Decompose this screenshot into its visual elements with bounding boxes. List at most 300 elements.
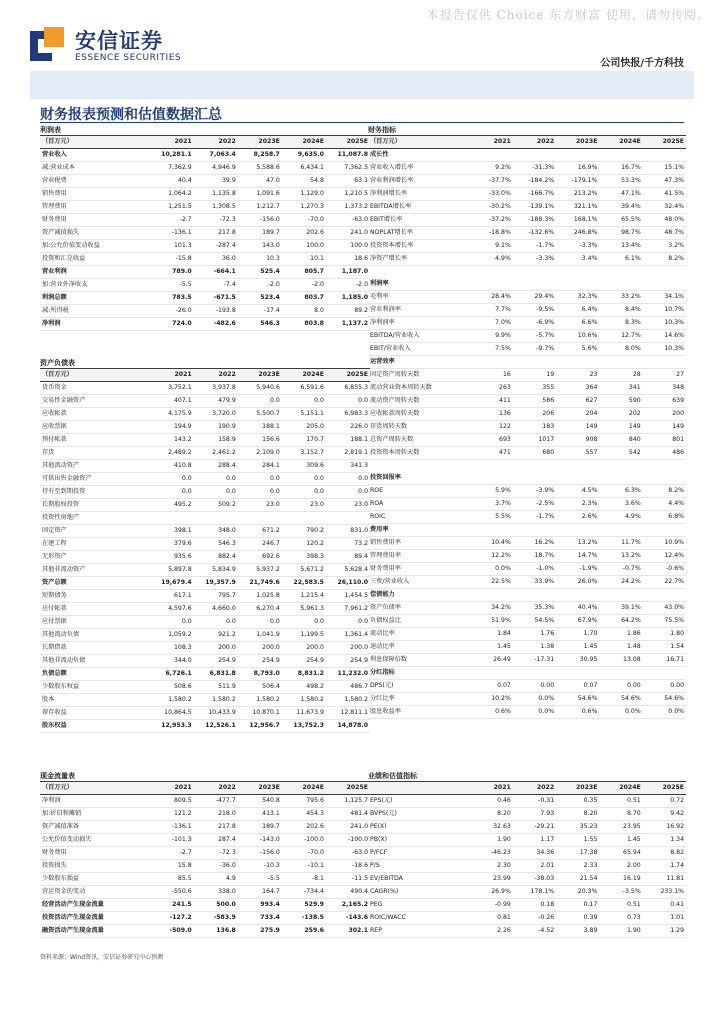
ratios-row-value <box>513 460 556 472</box>
cashflow-row-value: -477.7 <box>215 797 236 804</box>
ratios-row-value: 3.4% <box>581 255 598 262</box>
ratios-row-value: 11.7% <box>621 539 641 546</box>
balance-year-header: 2025E <box>346 371 369 378</box>
income-row-value: 11,087.8 <box>337 151 369 158</box>
ratios-row-value: 0.07 <box>583 682 598 689</box>
balance-row-label: 长期借款 <box>42 644 67 651</box>
income-row-label: 加:营业外净收支 <box>42 281 88 288</box>
ratios-row-value: -1.7% <box>536 242 555 249</box>
ratios-row-value: 54.6% <box>664 695 685 702</box>
ratios-row-value <box>556 356 599 368</box>
valuation-row-value: 11.81 <box>666 875 685 882</box>
cashflow-row-value: -100.0 <box>303 836 324 843</box>
valuation-row-value: 17.38 <box>579 849 598 856</box>
balance-row-label: 股东权益 <box>42 722 67 729</box>
balance-row-value: 498.2 <box>306 683 324 690</box>
ratios-row-value: 34.2% <box>491 604 511 611</box>
balance-row-value: 5,671.2 <box>300 566 324 573</box>
balance-row-value: 1,041.9 <box>256 631 280 638</box>
valuation-row-value: 2.01 <box>540 862 555 869</box>
income-row <box>40 201 370 214</box>
valuation-row-value: 8.82 <box>670 849 685 856</box>
balance-row-label: 在建工程 <box>42 540 67 547</box>
balance-row-value: 495.2 <box>173 501 192 508</box>
cashflow-row-value: -11.5 <box>352 875 369 882</box>
ratios-row-value <box>643 460 686 472</box>
income-row-value: 1,185.0 <box>341 294 369 301</box>
balance-row-value: 73.2 <box>354 540 369 547</box>
ratios-row <box>368 227 686 240</box>
cashflow-row-value: -509.0 <box>169 927 192 934</box>
ratios-row <box>368 680 686 693</box>
ratios-row-value: 16.9% <box>577 164 598 171</box>
balance-row-value: 309.6 <box>306 462 324 469</box>
balance-row-value: 158.9 <box>218 436 236 443</box>
ratios-row-value: 4.5% <box>581 487 598 494</box>
income-row-label: 财务费用 <box>42 216 67 223</box>
balance-row-value: 671.2 <box>262 527 280 534</box>
balance-row-value: 1,025.8 <box>256 592 280 599</box>
ratios-row-value: -1.0% <box>536 565 555 572</box>
ratios-row-value: 51.9% <box>491 617 511 624</box>
income-row-value: 7,362.9 <box>168 164 192 171</box>
cashflow-row-value: -100.0 <box>348 836 369 843</box>
cashflow-row-value: -36.0 <box>219 862 236 869</box>
ratios-row-value <box>513 589 556 601</box>
ratios-row-value: 341 <box>628 384 641 391</box>
cashflow-row-value: -72.3 <box>219 849 236 856</box>
valuation-row-label: P/FCF <box>370 849 388 856</box>
income-row-value: 1,091.6 <box>256 190 280 197</box>
income-row-value: 1,270.3 <box>300 203 324 210</box>
balance-row-value: 341.3 <box>350 462 369 469</box>
valuation-row <box>368 821 686 834</box>
ratios-row-value <box>513 266 556 278</box>
valuation-row-value: -46.23 <box>490 849 511 856</box>
balance-unit-label: （百万元） <box>42 371 73 378</box>
valuation-title: 业绩和估值指标 <box>368 772 417 780</box>
income-row-value: -7.4 <box>223 281 236 288</box>
balance-row-value: 143.2 <box>173 436 192 443</box>
valuation-row-value: 8.20 <box>497 810 511 817</box>
cashflow-row-value: 85.5 <box>177 875 192 882</box>
valuation-row-value: 34.36 <box>536 849 555 856</box>
balance-row-label: 其他流动资产 <box>42 462 80 469</box>
cashflow-year-header: 2024E <box>302 784 324 791</box>
ratios-row-value: 2.6% <box>581 513 598 520</box>
valuation-row-value: 1.17 <box>540 836 555 843</box>
cashflow-row-value: 287.4 <box>218 836 236 843</box>
balance-row-value: 14,878.0 <box>337 722 369 729</box>
ratios-row-label: 三费/营业收入 <box>370 578 410 585</box>
balance-row-value: 921.2 <box>218 631 236 638</box>
ratios-row-label: ROE <box>370 487 384 494</box>
ratios-row-value: 557 <box>585 449 598 456</box>
ratios-row-value: 9.1% <box>495 242 511 249</box>
income-header-row <box>40 135 370 149</box>
income-row-value: -156.0 <box>259 216 280 223</box>
ratios-row-label: 投资资本增长率 <box>370 242 414 249</box>
income-title: 利润表 <box>40 126 61 134</box>
balance-sheet-table <box>40 358 370 733</box>
balance-row-value: 12,956.7 <box>249 722 280 729</box>
balance-row-value: 21,749.6 <box>249 579 280 586</box>
ratios-row <box>368 667 686 680</box>
cashflow-row-value: -156.0 <box>259 849 280 856</box>
income-statement-table <box>40 125 370 331</box>
ratios-row-value: 7.0% <box>495 319 511 326</box>
logo-name: 安信证券 <box>75 29 163 53</box>
ratios-row-value: -188.3% <box>528 216 555 223</box>
ratios-row-value: -9.7% <box>536 345 555 352</box>
ratios-row-value <box>599 356 642 368</box>
valuation-unit-label <box>368 782 470 794</box>
income-row-label: 利润总额 <box>42 294 67 301</box>
cashflow-unit-label: （百万元） <box>42 784 73 791</box>
cashflow-row <box>40 808 370 821</box>
valuation-row-value: 3.89 <box>583 927 598 934</box>
ratios-row-label: 总资产周转天数 <box>370 436 414 443</box>
ratios-row-value: 22.7% <box>664 578 685 585</box>
balance-row <box>40 681 370 694</box>
balance-row-value: 0.0 <box>314 397 324 404</box>
ratios-row-value: 24.2% <box>621 578 641 585</box>
ratios-unit-label: （百万元） <box>370 138 401 145</box>
valuation-row <box>368 795 686 808</box>
balance-row-value: 0.0 <box>270 488 280 495</box>
ratios-row-label: 分红比率 <box>370 695 395 702</box>
valuation-row-label: EV/EBITDA <box>370 875 403 882</box>
cashflow-row <box>40 899 370 912</box>
balance-row-value: 8,831.2 <box>297 670 324 677</box>
ratios-row <box>368 291 686 304</box>
ratios-row-value: 5.5% <box>495 513 511 520</box>
ratios-row-value <box>470 149 513 161</box>
valuation-row-value: 0.51 <box>626 797 641 804</box>
valuation-row-value: 26.9% <box>491 888 511 895</box>
ratios-row-value: 41.5% <box>664 190 685 197</box>
balance-row <box>40 577 370 590</box>
valuation-row-value: 0.72 <box>670 797 685 804</box>
ratios-row-value: 47.1% <box>621 190 641 197</box>
source-note: 资料来源：Wind资讯，安信证券研究中心预测 <box>40 954 164 961</box>
ratios-row-value: 136 <box>499 410 511 417</box>
ratios-row <box>368 382 686 395</box>
cashflow-row-value: 413.1 <box>262 810 280 817</box>
income-row-value: -287.4 <box>215 242 236 249</box>
ratios-row-value <box>643 667 686 679</box>
balance-row-value: 0.0 <box>225 488 236 495</box>
ratios-row-value: 6.8% <box>668 513 685 520</box>
balance-row-value: 26,110.0 <box>337 579 369 586</box>
logo-icon <box>30 27 66 63</box>
cashflow-row-value: 733.4 <box>260 914 280 921</box>
ratios-row-label: 固定资产周转天数 <box>370 371 420 378</box>
ratios-row-value: 39.4% <box>621 203 641 210</box>
ratios-row-value: -30.2% <box>488 203 511 210</box>
income-row-value: 39.9 <box>222 177 236 184</box>
valuation-row-value: 1.90 <box>497 836 511 843</box>
ratios-row-value: 0.0% <box>668 708 685 715</box>
ratios-row-value: 28.4% <box>491 293 511 300</box>
valuation-row-label: P/S <box>370 862 380 869</box>
valuation-row <box>368 899 686 912</box>
income-row <box>40 149 370 162</box>
ratios-row-value <box>556 460 599 472</box>
balance-row-value: 23.0 <box>354 501 369 508</box>
income-row-value: 803.7 <box>304 294 324 301</box>
ratios-row-value: -1.9% <box>579 565 598 572</box>
valuation-row-value: 65.94 <box>623 849 641 856</box>
ratios-row-value: 1.84 <box>497 630 511 637</box>
valuation-row <box>368 912 686 925</box>
ratios-row-value: 43.0% <box>664 604 685 611</box>
income-row <box>40 279 370 292</box>
valuation-row-label: EPS(元) <box>370 797 393 804</box>
valuation-row-value: 16.19 <box>623 875 641 882</box>
ratios-row <box>368 343 686 356</box>
income-row <box>40 214 370 227</box>
balance-row-value: 509.2 <box>218 501 236 508</box>
ratios-row-label: 负债权益比 <box>370 617 401 624</box>
balance-row <box>40 707 370 720</box>
ratios-row-value: 65.5% <box>621 216 641 223</box>
cashflow-row-label: 公允价值变动损失 <box>42 836 92 843</box>
cashflow-header-row <box>40 781 370 795</box>
income-row-value: 63.1 <box>354 177 369 184</box>
valuation-row <box>368 808 686 821</box>
ratios-row-value <box>643 524 686 536</box>
balance-row-value: 12,811.1 <box>340 709 369 716</box>
ratios-row-label: 财务费用率 <box>370 565 401 572</box>
ratios-row-value: 840 <box>628 436 641 443</box>
balance-row-value: 6,855.3 <box>344 384 369 391</box>
ratios-row-value: 4.9% <box>495 255 511 262</box>
ratios-row-value: 639 <box>672 397 685 404</box>
income-row-value: 1,137.2 <box>341 320 369 327</box>
income-year-header: 2025E <box>346 138 369 145</box>
valuation-row-value: 2.00 <box>626 862 641 869</box>
ratios-row-label: 利润率 <box>370 280 389 287</box>
balance-row-value: 790.2 <box>306 527 324 534</box>
cashflow-row-value: 189.7 <box>262 823 280 830</box>
ratios-row-value: 149 <box>585 423 598 430</box>
cashflow-row-value: 241.5 <box>172 901 192 908</box>
ratios-row <box>368 421 686 434</box>
balance-row-value: 288.4 <box>218 462 236 469</box>
ratios-row-value: 16.2% <box>534 539 555 546</box>
ratios-row-value: 263 <box>499 384 511 391</box>
ratios-row-value: 9.9% <box>495 332 511 339</box>
income-year-header: 2024E <box>302 138 324 145</box>
balance-row-value: 200.0 <box>350 644 369 651</box>
valuation-row-value: 8.70 <box>626 810 641 817</box>
income-row <box>40 253 370 266</box>
valuation-row-value: 1.90 <box>626 927 641 934</box>
balance-row-value: 284.1 <box>262 462 280 469</box>
balance-row-value: 935.6 <box>173 553 192 560</box>
income-row-value: 1,129.0 <box>300 190 324 197</box>
ratios-row <box>368 408 686 421</box>
ratios-row <box>368 304 686 317</box>
ratios-row-value: 10.3% <box>664 345 685 352</box>
ratios-row-value: 206 <box>542 410 555 417</box>
income-row <box>40 292 370 305</box>
balance-row-value: 190.9 <box>218 423 236 430</box>
income-row-value: -72.3 <box>219 216 236 223</box>
balance-row <box>40 655 370 668</box>
cash-flow-table <box>40 771 370 938</box>
ratios-row-value: 590 <box>628 397 641 404</box>
ratios-row-value: 586 <box>542 397 555 404</box>
balance-row-label: 负债总额 <box>42 670 67 677</box>
cashflow-row-value: 809.5 <box>173 797 192 804</box>
ratios-row-value: 75.5% <box>664 617 685 624</box>
ratios-row-value: 4.9% <box>625 513 641 520</box>
cashflow-row-label: 少数股东损益 <box>42 875 80 882</box>
income-row-value: -63.0 <box>352 216 369 223</box>
valuation-row-value: 178.1% <box>530 888 555 895</box>
balance-row-value: 0.0 <box>225 618 236 625</box>
income-year-header: 2022 <box>218 138 236 145</box>
balance-row-value: 5,628.4 <box>344 566 369 573</box>
balance-row-value: 5,961.3 <box>300 605 324 612</box>
ratios-row <box>368 628 686 641</box>
cashflow-row-value: 164.7 <box>262 888 280 895</box>
ratios-row <box>368 434 686 447</box>
cashflow-row-value: -8.1 <box>311 875 324 882</box>
ratios-row-value: 14.7% <box>577 552 598 559</box>
ratios-row <box>368 576 686 589</box>
income-row-value: -2.0 <box>267 281 280 288</box>
ratios-row-value: 183 <box>542 423 555 430</box>
ratios-row-value: 8.0% <box>625 345 641 352</box>
ratios-row-value: -5.7% <box>536 332 555 339</box>
income-row-value: 1,212.7 <box>256 203 280 210</box>
ratios-row-value: -0.6% <box>666 565 685 572</box>
cashflow-row-value: 490.4 <box>350 888 369 895</box>
balance-row-label: 持有至到期投资 <box>42 488 86 495</box>
cashflow-row-value: -127.2 <box>169 914 192 921</box>
ratios-row-value: 213.2% <box>573 190 598 197</box>
income-row-value: 241.0 <box>350 229 369 236</box>
balance-row <box>40 408 370 421</box>
balance-row-value: 831.0 <box>350 527 369 534</box>
income-row-value: 1,135.8 <box>212 190 236 197</box>
valuation-row-value: 2.26 <box>497 927 511 934</box>
report-type: 公司快报/千方科技 <box>600 58 684 69</box>
balance-row-label: 长期股权投资 <box>42 501 80 508</box>
ratios-row-value: 54.6% <box>621 695 641 702</box>
cashflow-row-value: -734.4 <box>303 888 324 895</box>
cashflow-row-value: 2,165.2 <box>341 901 369 908</box>
valuation-row-value: 1.45 <box>626 836 641 843</box>
balance-row <box>40 460 370 473</box>
ratios-row-value: 13.2% <box>577 539 598 546</box>
balance-row-value: 12,526.1 <box>205 722 236 729</box>
balance-row-value: 0.0 <box>270 475 280 482</box>
ratios-row-value <box>470 472 513 484</box>
balance-row <box>40 642 370 655</box>
ratios-row <box>368 537 686 550</box>
ratios-row <box>368 447 686 460</box>
balance-row-value: 2,489.2 <box>168 449 192 456</box>
valuation-row-value: 0.46 <box>497 797 511 804</box>
cashflow-row-value: 259.6 <box>304 927 324 934</box>
ratios-row-value: 40.4% <box>577 604 598 611</box>
ratios-row-value: 48.0% <box>664 216 685 223</box>
ratios-row-value: 486 <box>672 449 685 456</box>
valuation-row-value: -4.52 <box>538 927 555 934</box>
balance-row-value: 6,591.6 <box>300 384 324 391</box>
balance-row-value: 344.0 <box>173 657 192 664</box>
valuation-row-value: 7.93 <box>540 810 555 817</box>
valuation-row-label: PEG <box>370 901 383 908</box>
ratios-row-value: 5.9% <box>495 487 511 494</box>
ratios-row-value: -3.3% <box>579 242 598 249</box>
ratios-row-value: 64.2% <box>621 617 641 624</box>
balance-row-value <box>150 512 194 524</box>
ratios-row-label: 资产负债率 <box>370 604 401 611</box>
valuation-year-header: 2022 <box>536 784 555 791</box>
ratios-row-label: 速动比率 <box>370 643 395 650</box>
cashflow-row-value: 338.0 <box>218 888 236 895</box>
income-row-value: 36.0 <box>222 255 236 262</box>
cashflow-row-value: 275.9 <box>260 927 280 934</box>
ratios-row-label: 营业利润率 <box>370 306 401 313</box>
ratios-row-value: 1.48 <box>626 643 641 650</box>
balance-row-label: 其他非流动负债 <box>42 657 86 664</box>
income-row-value: -664.1 <box>213 268 236 275</box>
income-row-value: 1,064.2 <box>168 190 192 197</box>
balance-row-value: 0.0 <box>181 618 192 625</box>
ratios-row-value: -6.9% <box>536 319 555 326</box>
balance-row-label: 应收票据 <box>42 423 67 430</box>
ratios-row-value <box>470 460 513 472</box>
ratios-header-row <box>368 135 686 149</box>
ratios-row <box>368 369 686 382</box>
ratios-row-value: 0.0% <box>538 695 555 702</box>
income-row-value: -193.8 <box>215 307 236 314</box>
ratios-row-value: 1.76 <box>540 630 555 637</box>
valuation-row-label: REP <box>370 927 382 934</box>
balance-row-value: 0.0 <box>314 488 324 495</box>
ratios-row <box>368 317 686 330</box>
ratios-row-value <box>470 356 513 368</box>
cashflow-row-value: -143.6 <box>345 914 369 921</box>
income-row-value: 6,434.1 <box>300 164 324 171</box>
ratios-row-value: 908 <box>585 436 598 443</box>
cashflow-row-value: -550.6 <box>171 888 192 895</box>
income-row-value: 143.0 <box>262 242 280 249</box>
income-row-value: 10,281.1 <box>161 151 192 158</box>
ratios-row-value: 9.2% <box>495 164 511 171</box>
balance-row-value: 1,215.4 <box>300 592 324 599</box>
ratios-row-value: 149 <box>672 423 685 430</box>
income-row-label: 净利润 <box>42 320 61 327</box>
valuation-year-header: 2023E <box>575 784 598 791</box>
cashflow-row-value: 217.8 <box>218 823 236 830</box>
income-row-value: 7,362.5 <box>344 164 369 171</box>
ratios-row-label: EBITDA增长率 <box>370 203 412 210</box>
balance-row-value: 23.0 <box>266 501 280 508</box>
ratios-row-value: -31.3% <box>532 164 555 171</box>
valuation-row <box>368 873 686 886</box>
income-row-value: 100.0 <box>350 242 369 249</box>
ratios-row-value: -0.7% <box>622 565 641 572</box>
ratios-row <box>368 201 686 214</box>
income-row-value: 523.4 <box>260 294 280 301</box>
